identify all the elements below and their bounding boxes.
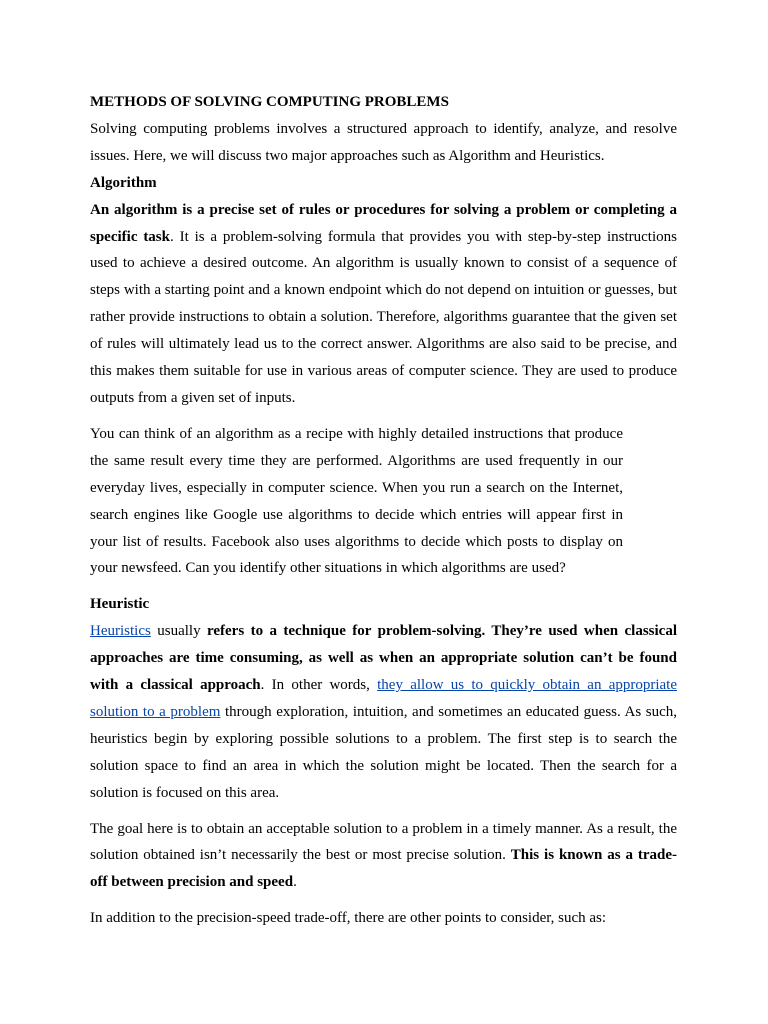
document-page [90,89,677,932]
document-title: METHODS OF SOLVING COMPUTING PROBLEMS [90,94,449,110]
algorithm-heading: Algorithm [90,174,157,191]
intro-paragraph: Solving computing problems involves a structured approach to identify, analyze, and resolve issues. Here, we will discuss two major approaches such as Algorithm and Heuristics. [90,120,677,164]
algorithm-recipe-paragraph: You can think of an algorithm as a recipe with highly detailed instructions that produce the same result every time they are performed. Algorithms are used frequently in our everyday lives, especially in computer science. When you run a search on the Internet, search engines like Google use algorithms to decide which entries will appear first in your list of results. Facebook also uses algorithms to decide which posts to display on your newsfeed. Can you identify other situations in which algorithms are used? [90,425,623,577]
tradeoff-period: . [293,874,297,891]
tradeoff-bold: This is known as a trade-off between precision and speed [90,847,677,891]
heuristic-exploration-text: through exploration, intuition, and sometimes an educated guess. As such, heuristics begin by exploring possible solutions to a problem. The first step is to search the solution space to find an area in which the solution might be located. Then the search for a solution is focused on this area. [90,703,677,801]
heuristic-definition-paragraph [90,618,677,806]
goal-text: The goal here is to obtain an acceptable solution to a problem in a timely manner. As a result, the solution obtained isn’t necessarily the best or most precise solution. [90,820,677,864]
heuristic-other-words-text: . In other words, [260,677,378,694]
algorithm-definition-rest: . It is a problem-solving formula that provides you with step-by-step instructions used to achieve a desired outcome. An algorithm is usually known to consist of a sequence of steps with a starting point and a known endpoint which do not depend on intuition or guesses, but rather provide instructions to obtain a solution. Therefore, algorithms guarantee that the given set of rules will ultimately lead us to the correct answer. Algorithms are also said to be precise, and this makes them suitable for use in various areas of computer science. They are used to produce outputs from a given set of inputs. [90,228,677,406]
heuristic-heading: Heuristic [90,596,150,613]
addition-paragraph: In addition to the precision-speed trade-off, there are other points to consider, such as: [90,910,607,927]
algorithm-definition-paragraph [90,197,677,412]
quick-solution-link[interactable]: they allow us to quickly obtain an appropriate solution to a problem [90,677,677,720]
heuristic-usually-text: usually [150,623,207,640]
goal-paragraph [90,816,677,897]
algorithm-definition-bold: An algorithm is a precise set of rules or procedures for solving a problem or completing a specific task [90,201,677,245]
heuristic-definition-bold: refers to a technique for problem-solving. They’re used when classical approaches are time consuming, as well as when an appropriate solution can’t be found with a classical approach [90,623,677,694]
heuristics-link[interactable]: Heuristics [90,623,151,640]
